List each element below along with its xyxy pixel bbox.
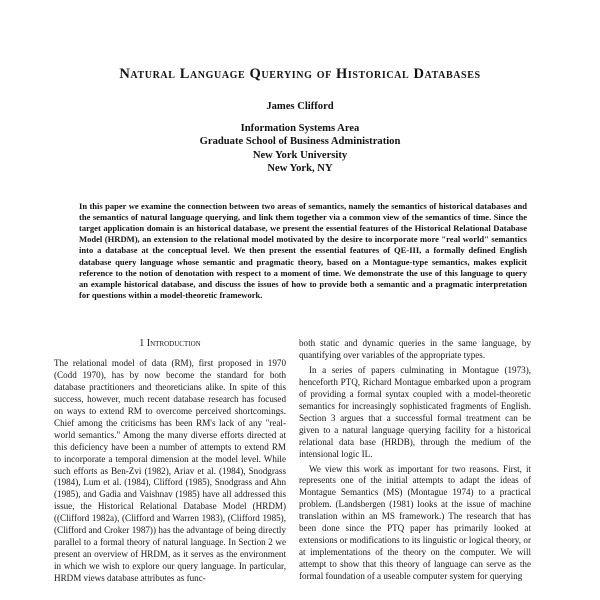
affiliation-line: New York University <box>252 149 348 161</box>
paper-title: Natural Language Querying of Historical Databases <box>119 66 481 82</box>
abstract: In this paper we examine the connection between two areas of semantics, namely the semantics of historical databases and the semantics of natural language querying, and link them together via a common view of the semantics of time. Since the target application domain is an historical database, we present the essential features of the Historical Relational Database Model (HRDM), an extension to the relational model motivated by the desire to incorporate more "real world" semantics into a database at the conceptual level. We then present the essential features of QE-III, a formally defined English database query language whose semantic and pragmatic theory, based on a Montague-type semantics, makes explicit reference to the notion of denotation with respect to a moment of time. We demonstrate the use of this language to query an example historical database, and discuss the issues of how to provide both a semantic and a pragmatic interpretation for questions within a model-theoretic framework. <box>79 200 527 301</box>
affiliation-line: Graduate School of Business Administration <box>199 136 401 147</box>
author-name: James Clifford <box>266 101 334 112</box>
left-column <box>54 338 286 600</box>
body-paragraph: In a series of papers culminating in Montague (1973), henceforth PTQ, Richard Montague embarked upon a program of providing a formal syntax coupled with a model-theoretic semantics for increasingly sophisticated fragments of English. Section 3 argues that a successful formal treatment can be given to a natural language querying facility for a historical relational data base (HRDB), through the medium of the intensional logic IL. <box>299 364 531 459</box>
body-paragraph: The relational model of data (RM), first proposed in 1970 (Codd 1970), has by now become the standard for both database practitioners and theoreticians alike. In spite of this success, however, much recent database research has focused on ways to extend RM to overcome perceived shortcomings. Chief among the criticisms has been RM's lack of any "real-world semantics." Among the many diverse efforts directed at this deficiency have been a number of attempts to extend RM to incorporate a temporal dimension at the model level. While such efforts as Ben-Zvi (1982), Ariav et al. (1984), Snodgrass (1984), Lum et al. (1984), Clifford (1985), Snodgrass and Ahn (1985), and Gadia and Vaishnav (1985) have all addressed this issue, the Historical Relational Database Model (HRDM) ((Clifford 1982a), (Clifford and Warren 1983), (Clifford 1985), (Clifford and Croker 1987)) has the advantage of being directly parallel to a formal theory of natural language. In Section 2 we present an overview of HRDM, as it serves as the environment in which we wish to explore our query language. In particular, HRDM views database attributes as func- <box>54 357 286 584</box>
author-block <box>100 100 500 176</box>
right-column <box>299 338 531 600</box>
section-heading: 1 Introduction <box>139 338 201 349</box>
body-paragraph: both static and dynamic queries in the same language, by quantifying over variables of the appropriate types. <box>299 338 531 360</box>
body-paragraph: We view this work as important for two reasons. First, it represents one of the initial attempts to adapt the ideas of Montague Semantics (MS) (Montague 1974) to a practical problem. (Landsbergen (1981) looks at the issue of machine translation within an MS framework.) The research that has been done since the PTQ paper has primarily looked at extensions or modifications to its linguistic or logical theory, or at implementations of the theory on the computer. We will attempt to show that this theory of language can serve as the formal foundation of a useable computer system for querying <box>299 463 531 582</box>
affiliation-line: New York, NY <box>267 163 333 174</box>
affiliation-line: Information Systems Area <box>240 122 360 134</box>
